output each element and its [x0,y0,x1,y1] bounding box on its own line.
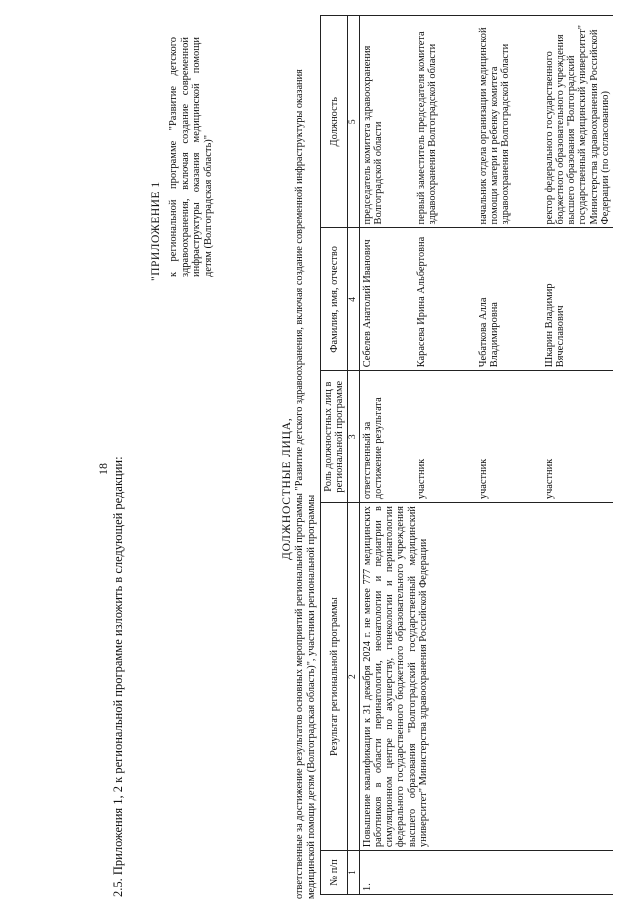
row-name: Шкарин Владимир Вячеславович [542,228,613,371]
header-role: Роль должностных лиц в региональной программе [321,371,348,503]
intro-paragraph: 2.5. Приложения 1, 2 к региональной программе изложить в следующей редакции: [111,456,125,897]
section-subheading: ответственные за достижение результатов основных мероприятий региональной программы "Развитие детского здравоохранения, включая создание современной инфраструктуры оказания медицинской помощи детям (Волгоградская область)", участники региональной программы [294,69,317,899]
row-position: председатель комитета здравоохранения Волгоградской области [359,16,414,228]
row-position: начальник отдела организации медицинской помощи матери и ребенку комитета здравоохранения Волгоградской области [476,16,542,228]
table-row [359,16,414,895]
header-position: Должность [321,16,348,228]
header-result: Результат региональной программы [321,503,348,851]
column-number: 1 [348,851,359,895]
row-number: 1. [359,851,613,895]
row-role: ответственный за достижение результата [359,371,414,503]
column-number-row [348,16,359,895]
appendix-title: "ПРИЛОЖЕНИЕ 1 [150,181,162,281]
row-name: Чебаткова Алла Владимировна [476,228,542,371]
row-role: участник [542,371,613,503]
page-number: 18 [96,463,110,475]
row-position: первый заместитель председателя комитета здравоохранения Волгоградской области [414,16,476,228]
row-position: ректор федерального государственного бюджетного образовательного учреждения высшего образования "Волгоградский государственный медицинский университет" Министерства здравоохранения Российской Федерации (по согласованию) [542,16,613,228]
header-name: Фамилия, имя, отчество [321,228,348,371]
row-role: участник [476,371,542,503]
section-heading: ДОЛЖНОСТНЫЕ ЛИЦА, [281,417,293,560]
row-name: Себелев Анатолий Иванович [359,228,414,371]
column-number: 2 [348,503,359,851]
column-number: 3 [348,371,359,503]
officials-table [320,15,613,895]
column-number: 5 [348,16,359,228]
column-number: 4 [348,228,359,371]
table-header-row [321,16,348,895]
row-name: Карасева Ирина Альбертовна [414,228,476,371]
row-result: Повышение квалификации к 31 декабря 2024 г. не менее 777 медицинских работников в области перинатологии, неонатологии и педиатрии в симуляционном центре по акушерству, гинекологии и перинатологии федерального государственного бюджетного образовательного учреждения высшего образования "Волгоградский государственный медицинский университет" Министерства здравоохранения Российской Федерации [359,503,613,851]
header-number: № п/п [321,851,348,895]
row-role: участник [414,371,476,503]
appendix-subtitle: к региональной программе "Развитие детского здравоохранения, включая создание современной инфраструктуры оказания медицинской помощи детям (Волгоградская область)" [168,37,214,277]
